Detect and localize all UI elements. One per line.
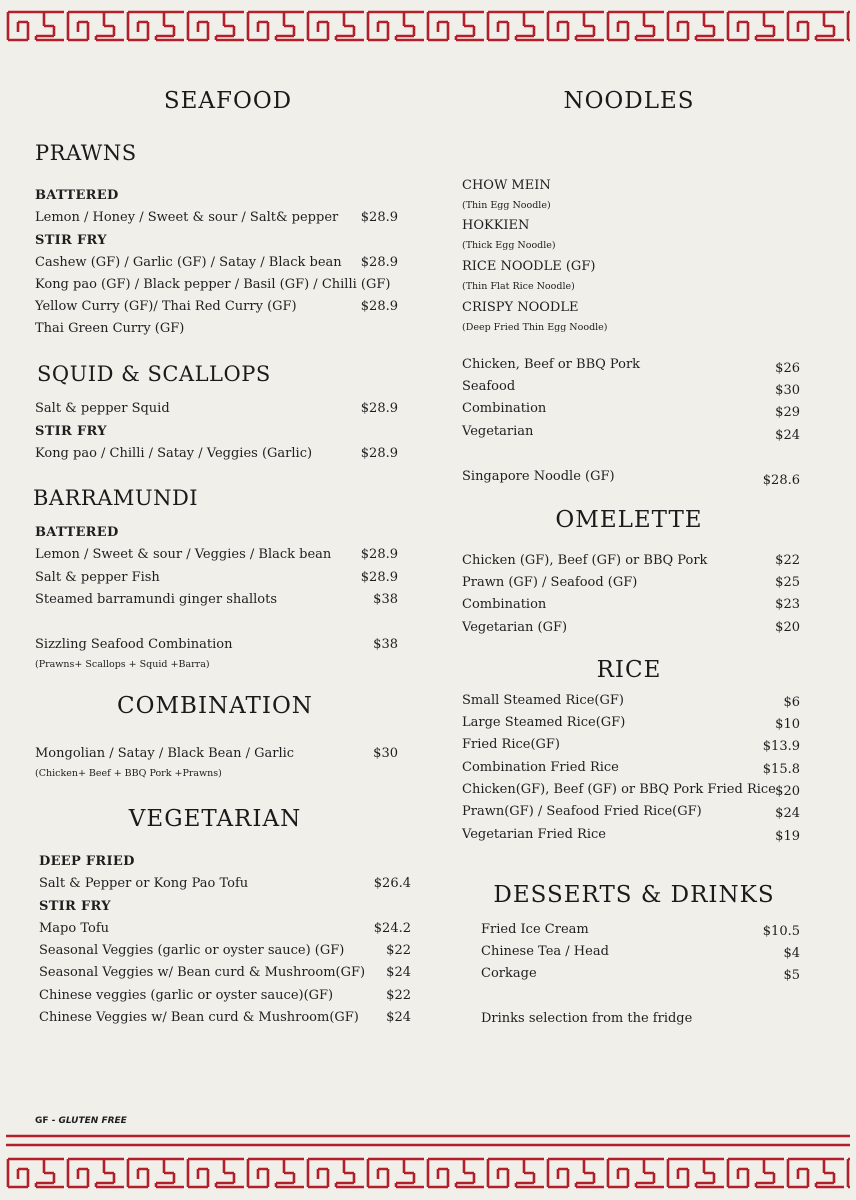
item-price: $10.5 [762,924,800,939]
item-price: $6 [783,695,800,710]
item-name: Seasonal Veggies (garlic or oyster sauce) (GF) [39,943,345,958]
item-price: $22 [775,553,800,568]
item-name: Combination Fried Rice [462,760,619,775]
item-name: Lemon / Sweet & sour / Veggies / Black bean [35,547,332,562]
menu-item [462,715,800,735]
sizzling-note: (Prawns+ Scallops + Squid +Barra) [35,659,210,670]
menu-item [462,357,800,377]
item-price: $4 [783,946,800,961]
item-price: $30 [373,746,398,761]
item-price: $23 [775,597,800,612]
menu-item [35,401,398,421]
menu-item [462,827,800,847]
item-name: Chinese Tea / Head [481,944,609,959]
noodle-type: CHOW MEIN [462,178,551,193]
squid-stirfry-label: STIR FRY [35,424,107,439]
item-price: $20 [775,784,800,799]
menu-item [35,446,398,466]
item-price: $15.8 [762,762,800,777]
menu-item [462,804,800,824]
menu-item [35,570,398,590]
item-name: Chicken(GF), Beef (GF) or BBQ Pork Fried Rice [462,782,776,797]
menu-item [462,760,800,780]
noodle-type: RICE NOODLE (GF) [462,259,596,274]
gluten-free-footnote [35,1116,127,1126]
menu-item [35,746,398,766]
desserts-drinks-heading: DESSERTS & DRINKS [493,882,775,908]
noodle-type-note: (Thin Egg Noodle) [462,200,551,211]
item-price: $25 [775,575,800,590]
item-name: Kong pao / Chilli / Satay / Veggies (Garlic) [35,446,313,461]
menu-item [39,921,411,941]
item-name: Yellow Curry (GF)/ Thai Red Curry (GF) [35,299,297,314]
item-name: Salt & Pepper or Kong Pao Tofu [39,876,249,891]
menu-item [35,210,398,230]
noodle-type-note: (Thin Flat Rice Noodle) [462,281,575,292]
menu-item [35,255,398,275]
deepfried-label: DEEP FRIED [39,854,135,869]
menu-item [35,299,398,319]
item-name: Lemon / Honey / Sweet & sour / Salt& pepper [35,210,339,225]
item-name: Salt & pepper Fish [35,570,160,585]
barramundi-battered-label: BATTERED [35,525,119,540]
combination-note: (Chicken+ Beef + BBQ Pork +Prawns) [35,768,222,779]
bottom-decorative-border [0,1133,856,1195]
item-name: Combination [462,401,547,416]
rice-heading: RICE [596,657,662,683]
item-name: Steamed barramundi ginger shallots [35,592,278,607]
menu-item [35,592,398,612]
drinks-note: Drinks selection from the fridge [481,1011,693,1026]
item-name: Kong pao (GF) / Black pepper / Basil (GF) / Chilli (GF) [35,277,391,292]
item-price: $5 [783,968,800,983]
menu-item [462,424,800,444]
menu-item [462,575,800,595]
item-name: Salt & pepper Squid [35,401,170,416]
prawns-stirfry-label: STIR FRY [35,233,107,248]
item-name: Fried Rice(GF) [462,737,561,752]
item-name: Large Steamed Rice(GF) [462,715,626,730]
item-price: $26.4 [373,876,411,891]
menu-item [462,379,800,399]
item-name: Sizzling Seafood Combination [35,637,233,652]
veg-stirfry-label: STIR FRY [39,899,111,914]
noodle-type-note: (Thick Egg Noodle) [462,240,556,251]
item-price: $22 [386,988,411,1003]
item-name: Chinese Veggies w/ Bean curd & Mushroom(GF) [39,1010,359,1025]
item-price: $28.9 [360,299,398,314]
item-price: $38 [373,592,398,607]
top-decorative-border [0,8,856,48]
gf-text: GLUTEN FREE [58,1116,127,1126]
prawns-heading: PRAWNS [35,141,137,165]
item-price: $38 [373,637,398,652]
item-name: Prawn(GF) / Seafood Fried Rice(GF) [462,804,702,819]
menu-item [39,876,411,896]
squid-scallops-heading: SQUID & SCALLOPS [37,362,271,386]
menu-item [462,597,800,617]
item-price: $28.9 [360,401,398,416]
item-price: $24 [386,965,411,980]
item-name: Singapore Noodle (GF) [462,469,615,484]
item-price: $24.2 [373,921,411,936]
menu-item [462,401,800,421]
gf-abbr: GF - [35,1116,59,1126]
menu-item [35,321,398,341]
noodle-type: HOKKIEN [462,218,530,233]
menu-item [462,620,800,640]
menu-item [35,277,398,297]
item-name: Chicken (GF), Beef (GF) or BBQ Pork [462,553,708,568]
noodle-type-note: (Deep Fried Thin Egg Noodle) [462,322,608,333]
noodles-heading: NOODLES [563,88,695,114]
item-price: $28.9 [360,570,398,585]
item-price: $24 [386,1010,411,1025]
menu-item [481,966,800,986]
item-name: Cashew (GF) / Garlic (GF) / Satay / Black bean [35,255,342,270]
menu-item [462,553,800,573]
seafood-heading: SEAFOOD [163,88,293,114]
item-price: $26 [775,361,800,376]
omelette-heading: OMELETTE [555,507,703,533]
item-name: Chinese veggies (garlic or oyster sauce)(GF) [39,988,334,1003]
item-price: $20 [775,620,800,635]
menu-item [462,693,800,713]
barramundi-heading: BARRAMUNDI [33,486,199,510]
item-price: $10 [775,717,800,732]
item-price: $24 [775,428,800,443]
item-name: Corkage [481,966,537,981]
menu-item [481,922,800,942]
menu-item [39,988,411,1008]
item-name: Small Steamed Rice(GF) [462,693,624,708]
noodle-type: CRISPY NOODLE [462,300,579,315]
menu-item [35,637,398,657]
item-price: $13.9 [762,739,800,754]
item-price: $24 [775,806,800,821]
item-name: Vegetarian [462,424,534,439]
menu-item [462,469,800,489]
item-name: Seafood [462,379,516,394]
combination-heading: COMBINATION [117,693,313,719]
item-price: $19 [775,829,800,844]
item-price: $29 [775,405,800,420]
item-name: Mongolian / Satay / Black Bean / Garlic [35,746,295,761]
item-price: $28.6 [762,473,800,488]
item-name: Vegetarian (GF) [462,620,568,635]
item-name: Thai Green Curry (GF) [35,321,185,336]
item-name: Vegetarian Fried Rice [462,827,606,842]
menu-item [462,737,800,757]
item-name: Chicken, Beef or BBQ Pork [462,357,641,372]
item-price: $28.9 [360,547,398,562]
menu-item [481,944,800,964]
item-name: Fried Ice Cream [481,922,589,937]
menu-item [39,965,411,985]
vegetarian-heading: VEGETARIAN [128,806,302,832]
item-price: $28.9 [360,255,398,270]
menu-item [462,782,800,802]
menu-item [39,943,411,963]
item-name: Prawn (GF) / Seafood (GF) [462,575,638,590]
item-price: $28.9 [360,446,398,461]
menu-item [35,547,398,567]
item-price: $28.9 [360,210,398,225]
item-name: Combination [462,597,547,612]
item-name: Seasonal Veggies w/ Bean curd & Mushroom(GF) [39,965,366,980]
item-price: $22 [386,943,411,958]
prawns-battered-label: BATTERED [35,188,119,203]
item-price: $30 [775,383,800,398]
item-name: Mapo Tofu [39,921,110,936]
menu-item [39,1010,411,1030]
